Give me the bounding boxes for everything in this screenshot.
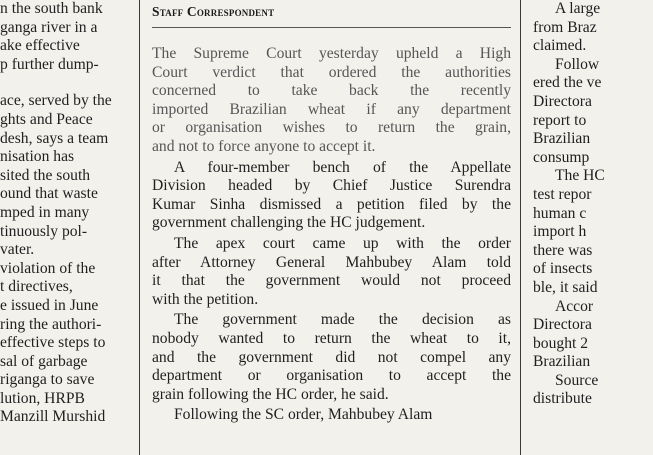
paragraph-line: and the government did not compel any: [152, 348, 511, 366]
text-line: ake effective: [0, 37, 80, 55]
article-paragraph: [152, 159, 511, 233]
intro-line: The Supreme Court yesterday upheld a High: [152, 45, 511, 62]
text-line: Directora: [533, 92, 592, 110]
paragraph-line: after Attorney General Mahbubey Alam told: [152, 253, 511, 271]
text-line: The HC: [555, 167, 605, 185]
intro-line: Court verdict that ordered the authorities: [152, 63, 511, 81]
text-line: Brazilian: [533, 353, 591, 371]
text-line: Source: [555, 371, 599, 389]
text-line: sal of garbage: [0, 352, 88, 370]
text-line: Directora: [533, 316, 592, 334]
text-line: e issued in June: [0, 296, 99, 314]
text-line: consump: [533, 148, 590, 166]
byline-divider: [152, 27, 511, 28]
text-line: ered the ve: [533, 74, 602, 92]
text-line: Accor: [555, 297, 594, 315]
paragraph-line: Following the SC order, Mahbubey Alam: [174, 406, 433, 424]
left-text-block-1: [0, 0, 132, 74]
column-divider: [139, 0, 140, 455]
text-line: human c: [533, 204, 587, 222]
main-article: [152, 0, 511, 455]
text-line: desh, says a team: [0, 129, 109, 147]
text-line: report to: [533, 111, 587, 129]
text-line: p further dump-: [0, 55, 99, 73]
text-line: Brazilian: [533, 130, 591, 148]
text-line: sited the south: [0, 166, 91, 184]
text-line: A large: [555, 0, 601, 17]
text-line: claimed.: [533, 37, 587, 55]
paragraph-line: it that the government would not proceed: [152, 272, 511, 290]
text-line: mped in many: [0, 203, 90, 221]
text-line: ghts and Peace: [0, 110, 93, 128]
paragraph-line: A four-member bench of the Appellate: [174, 158, 511, 176]
paragraph-line: nobody wanted to return the wheat to it,: [152, 329, 511, 347]
text-line: Manzill Murshid: [0, 408, 106, 426]
text-line: tinuously pol-: [0, 222, 88, 240]
paragraph-line: government challenging the HC judgement.: [152, 214, 426, 232]
text-line: distribute: [533, 390, 592, 408]
paragraph-line: The government made the decision as: [174, 311, 511, 329]
intro-line: and not to force anyone to accept it.: [152, 137, 376, 155]
text-line: ace, served by the: [0, 92, 112, 110]
intro-line: concerned to take back the recently: [152, 82, 511, 100]
text-line: ring the authori-: [0, 315, 102, 333]
paragraph-line: Kumar Sinha dismissed a petition filed by the: [152, 195, 511, 213]
paragraph-line: grain following the HC order, he said.: [152, 385, 389, 403]
left-column: [0, 0, 132, 455]
text-line: Follow: [555, 55, 600, 73]
text-line: vater.: [0, 241, 35, 259]
text-line: violation of the: [0, 259, 96, 277]
text-line: t directives,: [0, 278, 73, 296]
paragraph-line: with the petition.: [152, 290, 259, 308]
intro-line: or organisation wishes to return the grain,: [152, 119, 511, 137]
article-paragraph: [152, 235, 511, 309]
text-line: test repor: [533, 185, 592, 203]
article-paragraph: [152, 311, 511, 404]
paragraph-line: The apex court came up with the order: [174, 234, 511, 252]
column-divider: [520, 0, 521, 455]
text-line: riganga to save: [0, 371, 95, 389]
intro-line: imported Brazilian wheat if any department: [152, 100, 511, 118]
text-line: there was: [533, 241, 593, 259]
text-line: ganga river in a: [0, 18, 98, 36]
text-line: bought 2: [533, 334, 589, 352]
left-text-block-2: [0, 92, 132, 427]
text-line: ound that waste: [0, 185, 98, 203]
text-line: of insects: [533, 260, 593, 278]
article-paragraph: [152, 406, 511, 425]
text-line: from Braz: [533, 18, 597, 36]
text-line: n the south bank: [0, 0, 103, 17]
paragraph-line: Division headed by Chief Justice Surendra: [152, 177, 511, 195]
byline: Staff Correspondent: [152, 4, 275, 19]
text-line: ble, it said: [533, 278, 598, 296]
text-line: nisation has: [0, 148, 75, 166]
right-column: [533, 0, 653, 455]
text-line: import h: [533, 223, 587, 241]
paragraph-line: department or organisation to accept the: [152, 367, 511, 385]
text-line: lution, HRPB: [0, 389, 85, 407]
article-intro: [152, 45, 511, 157]
text-line: effective steps to: [0, 334, 106, 352]
